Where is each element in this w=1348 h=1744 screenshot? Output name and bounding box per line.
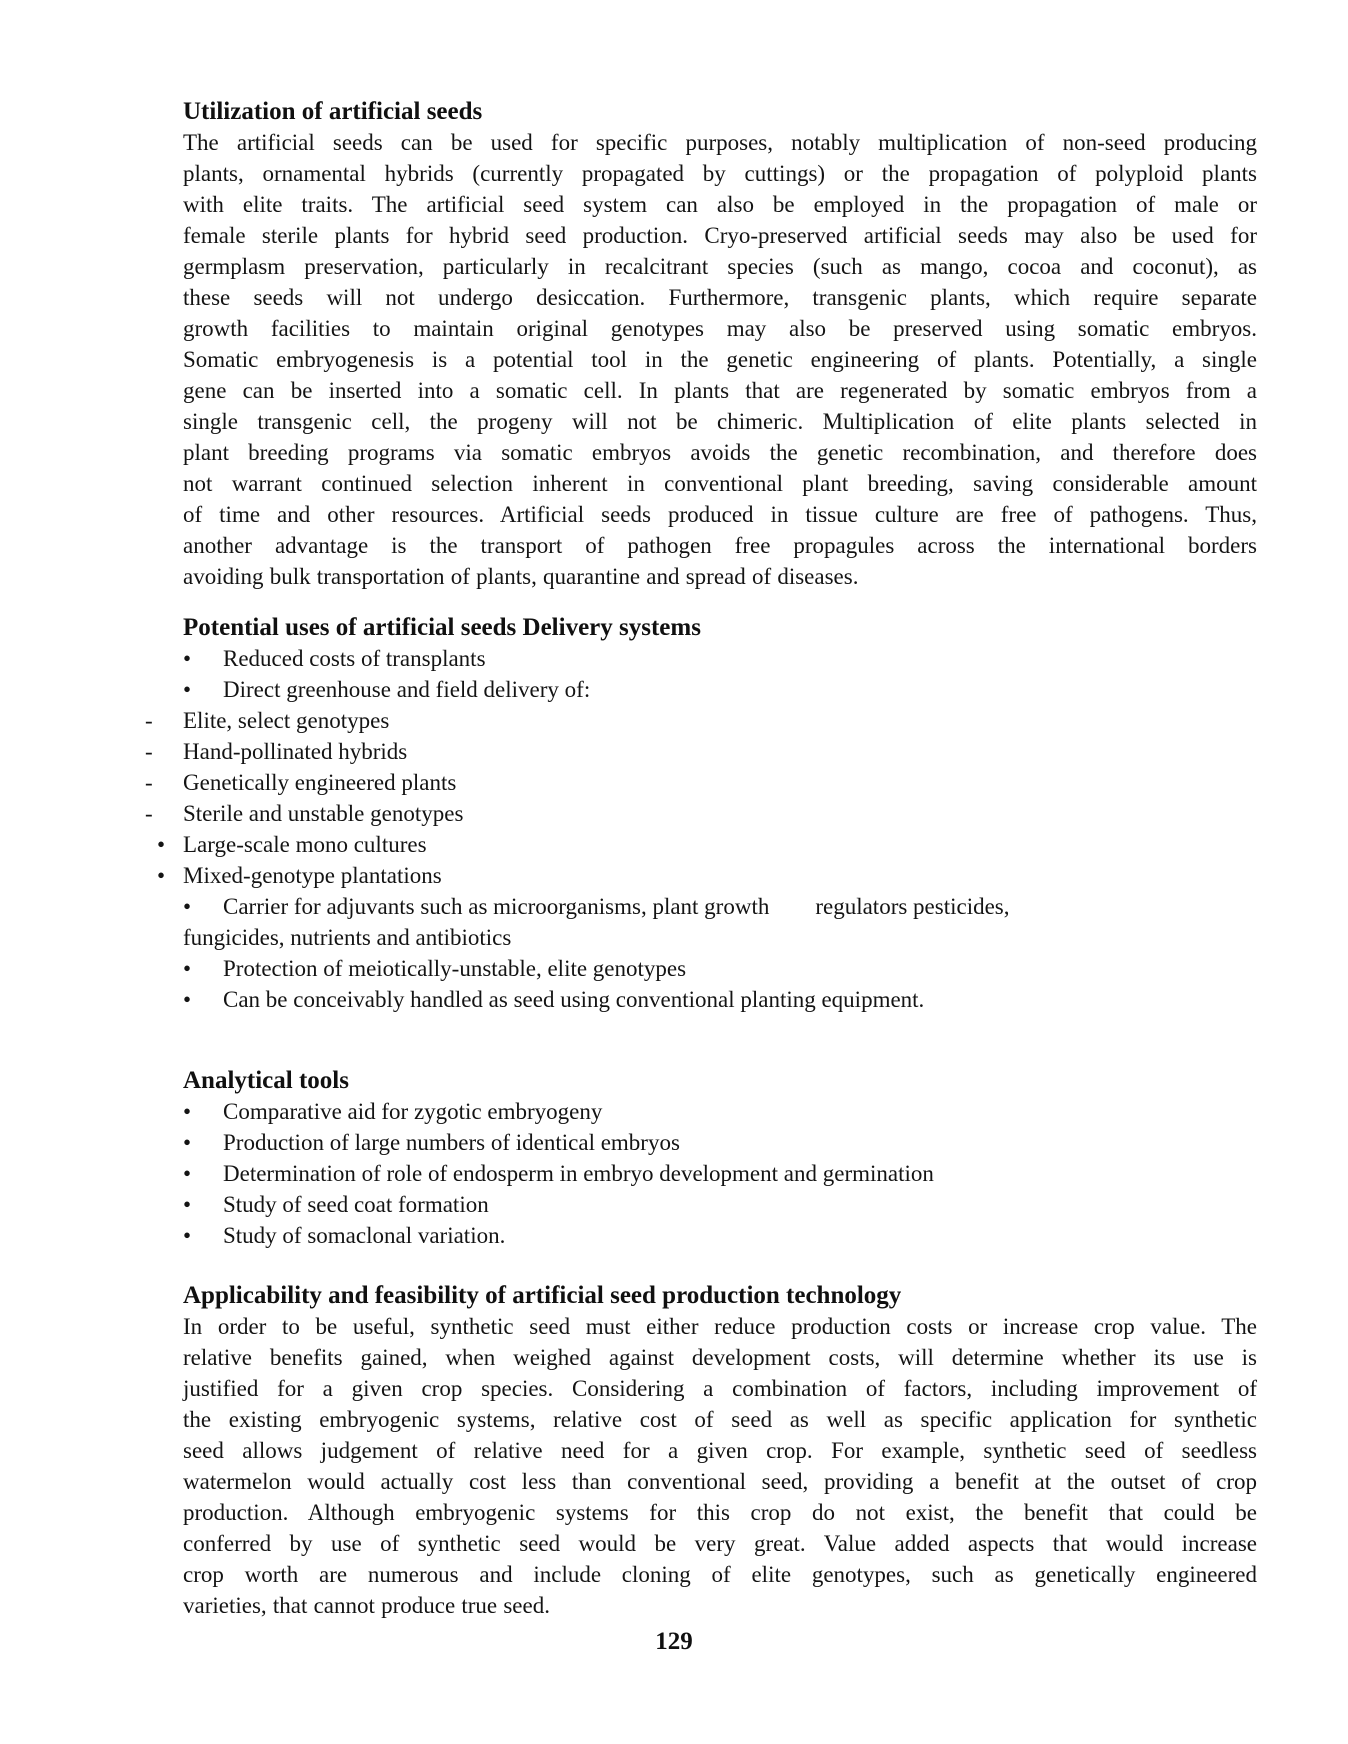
list-item-text: Hand-pollinated hybrids: [183, 739, 408, 764]
paragraph-line: of time and other resources. Artificial seeds produced in tissue culture are free of pathogens. Thus,: [183, 502, 1257, 527]
list-item-text: Protection of meiotically-unstable, elite genotypes: [223, 956, 687, 981]
bullet-marker: •: [183, 646, 192, 671]
section-heading-analytical-tools: Analytical tools: [183, 1067, 349, 1094]
bullet-marker: •: [157, 832, 166, 857]
list-item-text: Determination of role of endosperm in embryo development and germination: [223, 1161, 934, 1186]
potential-uses-list: [145, 643, 1257, 1015]
list-item-text: Reduced costs of transplants: [223, 646, 486, 671]
paragraph-line: avoiding bulk transportation of plants, quarantine and spread of diseases.: [183, 564, 859, 589]
list-item: [183, 1096, 1257, 1127]
paragraph-line: these seeds will not undergo desiccation. Furthermore, transgenic plants, which require separate: [183, 285, 1257, 310]
list-item-text: Can be conceivably handled as seed using conventional planting equipment.: [223, 987, 925, 1012]
paragraph-line: justified for a given crop species. Considering a combination of factors, including improvement of: [183, 1376, 1257, 1401]
paragraph-line: plant breeding programs via somatic embryos avoids the genetic recombination, and therefore does: [183, 440, 1257, 465]
list-item: [145, 767, 1257, 798]
dash-marker: -: [145, 708, 153, 733]
list-item: [183, 643, 1257, 674]
list-item-text: Carrier for adjuvants such as microorganisms, plant growth regulators pesticides,: [223, 894, 1010, 919]
dash-marker: -: [145, 801, 153, 826]
paragraph-line: not warrant continued selection inherent in conventional plant breeding, saving considerable amount: [183, 471, 1257, 496]
bullet-marker: •: [183, 677, 192, 702]
bullet-marker: •: [183, 1130, 192, 1155]
list-item-text: Elite, select genotypes: [183, 708, 390, 733]
section-heading-applicability: Applicability and feasibility of artificial seed production technology: [183, 1282, 902, 1309]
paragraph-line: female sterile plants for hybrid seed production. Cryo-preserved artificial seeds may also be used for: [183, 223, 1257, 248]
list-item-text: Mixed-genotype plantations: [183, 863, 442, 888]
paragraph-line: gene can be inserted into a somatic cell. In plants that are regenerated by somatic embryos from a: [183, 378, 1257, 403]
bullet-marker: •: [157, 863, 166, 888]
paragraph-line: seed allows judgement of relative need for a given crop. For example, synthetic seed of seedless: [183, 1438, 1257, 1463]
paragraph-line: growth facilities to maintain original genotypes may also be preserved using somatic embryos.: [183, 316, 1257, 341]
bullet-marker: •: [183, 1223, 192, 1248]
list-item-text: Large-scale mono cultures: [183, 832, 427, 857]
bullet-marker: •: [183, 956, 192, 981]
list-item: [145, 798, 1257, 829]
utilization-paragraph: [183, 127, 1257, 592]
dash-marker: -: [145, 739, 153, 764]
list-item-text: Comparative aid for zygotic embryogeny: [223, 1099, 603, 1124]
paragraph-line: watermelon would actually cost less than conventional seed, providing a benefit at the outset of crop: [183, 1469, 1257, 1494]
list-item: [157, 860, 1257, 891]
dash-marker: -: [145, 770, 153, 795]
paragraph-line: another advantage is the transport of pathogen free propagules across the international borders: [183, 533, 1257, 558]
paragraph-line: In order to be useful, synthetic seed must either reduce production costs or increase crop value. The: [183, 1314, 1257, 1339]
list-item-text: Direct greenhouse and field delivery of:: [223, 677, 591, 702]
list-item: [183, 1127, 1257, 1158]
list-item-text: fungicides, nutrients and antibiotics: [183, 925, 512, 950]
list-item: [183, 891, 1257, 922]
list-item: [145, 736, 1257, 767]
list-item-text: Production of large numbers of identical embryos: [223, 1130, 680, 1155]
bullet-marker: •: [183, 894, 192, 919]
paragraph-line: production. Although embryogenic systems for this crop do not exist, the benefit that could be: [183, 1500, 1257, 1525]
paragraph-line: single transgenic cell, the progeny will not be chimeric. Multiplication of elite plants selected in: [183, 409, 1257, 434]
list-item: [157, 829, 1257, 860]
paragraph-line: conferred by use of synthetic seed would be very great. Value added aspects that would increase: [183, 1531, 1257, 1556]
paragraph-line: germplasm preservation, particularly in recalcitrant species (such as mango, cocoa and coconut), as: [183, 254, 1257, 279]
paragraph-line: relative benefits gained, when weighed against development costs, will determine whether its use is: [183, 1345, 1257, 1370]
paragraph-line: plants, ornamental hybrids (currently propagated by cuttings) or the propagation of polyploid plants: [183, 161, 1257, 186]
page-number: 129: [655, 1628, 693, 1655]
section-heading-potential-uses: Potential uses of artificial seeds Delivery systems: [183, 614, 701, 641]
list-item: [183, 984, 1257, 1015]
list-item-text: Sterile and unstable genotypes: [183, 801, 464, 826]
list-item: [183, 953, 1257, 984]
list-item: [183, 1189, 1257, 1220]
paragraph-line: The artificial seeds can be used for specific purposes, notably multiplication of non-seed producing: [183, 130, 1257, 155]
paragraph-line: the existing embryogenic systems, relative cost of seed as well as specific application for synthetic: [183, 1407, 1257, 1432]
list-item: [145, 705, 1257, 736]
list-item: [183, 1158, 1257, 1189]
paragraph-line: Somatic embryogenesis is a potential tool in the genetic engineering of plants. Potentially, a single: [183, 347, 1257, 372]
bullet-marker: •: [183, 987, 192, 1012]
applicability-paragraph: [183, 1311, 1257, 1621]
list-item: [183, 1220, 1257, 1251]
analytical-tools-list: [183, 1096, 1257, 1251]
paragraph-line: varieties, that cannot produce true seed.: [183, 1593, 550, 1618]
list-item: [183, 922, 1257, 953]
section-heading-utilization: Utilization of artificial seeds: [183, 98, 483, 125]
bullet-marker: •: [183, 1099, 192, 1124]
list-item: [183, 674, 1257, 705]
list-item-text: Study of seed coat formation: [223, 1192, 489, 1217]
bullet-marker: •: [183, 1161, 192, 1186]
paragraph-line: with elite traits. The artificial seed system can also be employed in the propagation of male or: [183, 192, 1257, 217]
list-item-text: Study of somaclonal variation.: [223, 1223, 506, 1248]
paragraph-line: crop worth are numerous and include cloning of elite genotypes, such as genetically engineered: [183, 1562, 1257, 1587]
bullet-marker: •: [183, 1192, 192, 1217]
list-item-text: Genetically engineered plants: [183, 770, 457, 795]
